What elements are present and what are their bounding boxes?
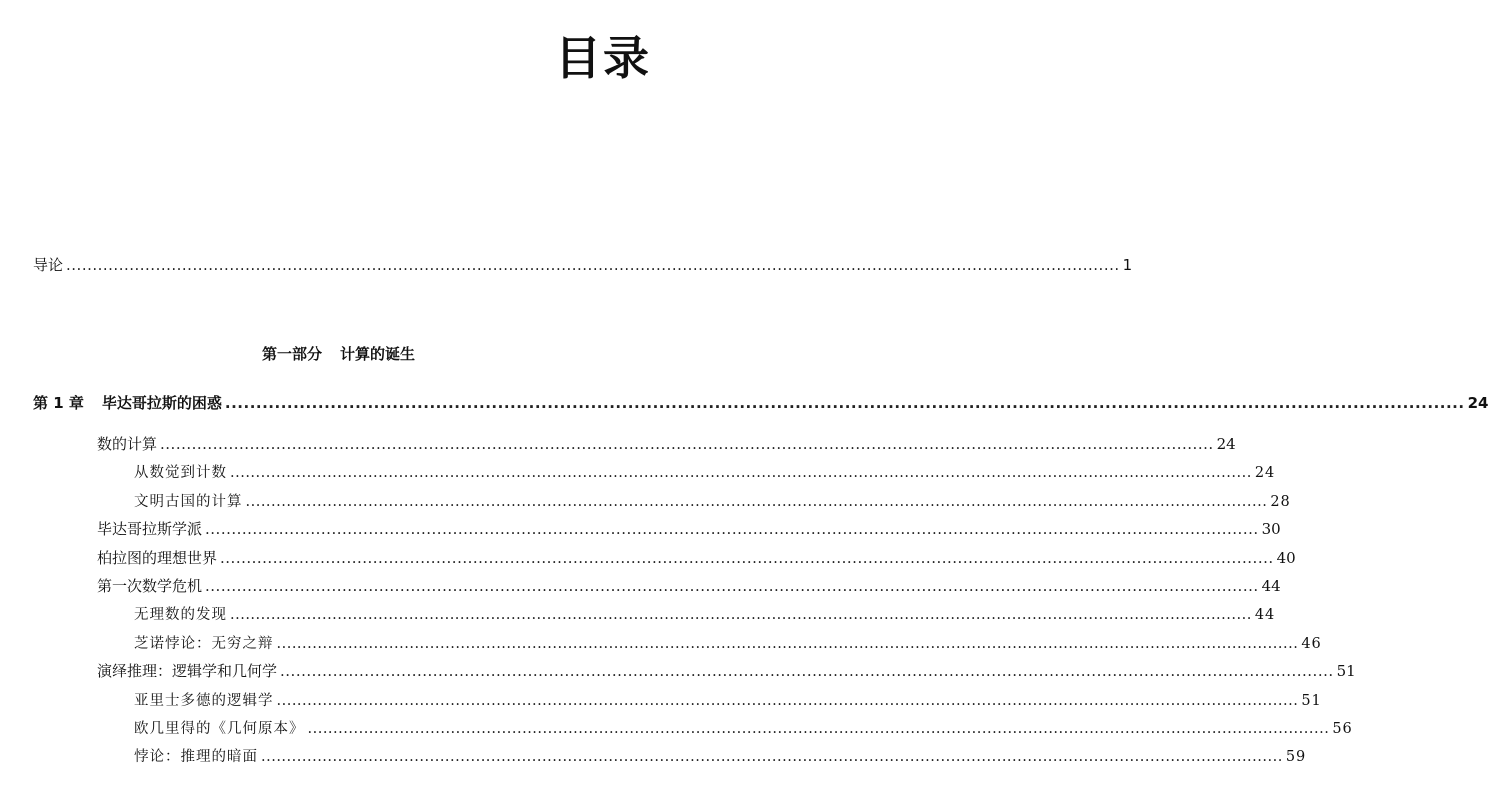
dot-leader: ........................................................................................................................................................................................................ [276, 692, 1299, 709]
toc-entry-label: 数的计算 [97, 435, 158, 453]
dot-leader: ........................................................................................................................................................................................................ [205, 577, 1259, 595]
toc-entry-page: 28 [1270, 493, 1291, 510]
toc-entry-label: 亚里士多德的逻辑学 [134, 692, 274, 709]
toc-entry[interactable] [134, 490, 1291, 511]
toc-entry-label: 演绎推理：逻辑学和几何学 [97, 662, 278, 681]
dot-leader: ........................................................................................................................................................................................................ [280, 662, 1334, 681]
toc-entry-intro[interactable] [33, 254, 1133, 275]
toc-entry-page: 44 [1261, 577, 1281, 595]
toc-entry-chapter-1[interactable] [33, 392, 1488, 413]
toc-entry-label: 无理数的发现 [134, 607, 227, 624]
page-title: 目录 [555, 31, 651, 85]
part-title: 计算的诞生 [340, 345, 416, 363]
toc-entry-label: 导论 [33, 256, 64, 274]
toc-entry[interactable] [97, 433, 1236, 454]
toc-entry[interactable] [97, 547, 1296, 568]
chapter-title: 毕达哥拉斯的困惑 [101, 394, 222, 412]
part-label: 第一部分 [261, 345, 322, 363]
toc-entry-page: 51 [1301, 692, 1322, 709]
toc-entry-label: 悖论：推理的暗面 [134, 749, 258, 766]
chapter-number: 第 1 章 [33, 394, 84, 412]
toc-entry[interactable] [134, 689, 1322, 710]
toc-entry-label: 欧几里得的《几何原本》 [134, 721, 305, 737]
toc-entry[interactable] [97, 518, 1281, 539]
part-heading [0, 343, 677, 364]
toc-entry-page: 46 [1301, 635, 1322, 652]
dot-leader: ........................................................................................................................................................................................................ [224, 394, 1465, 412]
dot-leader: ........................................................................................................................................................................................................ [245, 493, 1268, 510]
dot-leader: ........................................................................................................................................................................................................ [66, 256, 1120, 274]
toc-entry-page: 24 [1216, 435, 1236, 453]
toc-entry-page: 30 [1261, 520, 1281, 539]
toc-entry-label: 从数觉到计数 [134, 465, 227, 482]
dot-leader: ........................................................................................................................................................................................................ [205, 520, 1259, 539]
dot-leader: ........................................................................................................................................................................................................ [307, 721, 1330, 737]
dot-leader: ........................................................................................................................................................................................................ [276, 635, 1299, 652]
toc-entry[interactable] [134, 632, 1322, 653]
toc-entry-page: 51 [1336, 662, 1356, 681]
dot-leader: ........................................................................................................................................................................................................ [230, 465, 1252, 482]
toc-entry-label: 芝诺悖论：无穷之辩 [134, 635, 274, 652]
toc-entry-label: 文明古国的计算 [134, 493, 243, 510]
dot-leader: ........................................................................................................................................................................................................ [160, 435, 1214, 453]
toc-entry[interactable] [134, 745, 1307, 766]
toc-entry-page: 44 [1254, 607, 1276, 624]
toc-entry-page: 24 [1467, 394, 1488, 412]
toc-entry[interactable] [97, 660, 1356, 681]
toc-entry-page: 59 [1285, 749, 1307, 766]
toc-entry-page: 56 [1332, 721, 1353, 737]
toc-entry-label: 柏拉图的理想世界 [97, 548, 218, 567]
toc-entry[interactable] [134, 717, 1353, 738]
dot-leader: ........................................................................................................................................................................................................ [261, 749, 1283, 766]
toc-entry-page: 40 [1276, 548, 1296, 567]
toc-entry[interactable] [97, 575, 1281, 596]
dot-leader: ........................................................................................................................................................................................................ [220, 548, 1274, 567]
toc-entry-page: 1 [1122, 256, 1133, 274]
dot-leader: ........................................................................................................................................................................................................ [230, 607, 1252, 624]
toc-entry-label: 第一次数学危机 [97, 577, 203, 595]
toc-entry[interactable] [134, 603, 1276, 624]
toc-entry-page: 24 [1254, 465, 1276, 482]
toc-entry-label: 毕达哥拉斯学派 [97, 520, 203, 539]
toc-entry[interactable] [134, 461, 1276, 482]
